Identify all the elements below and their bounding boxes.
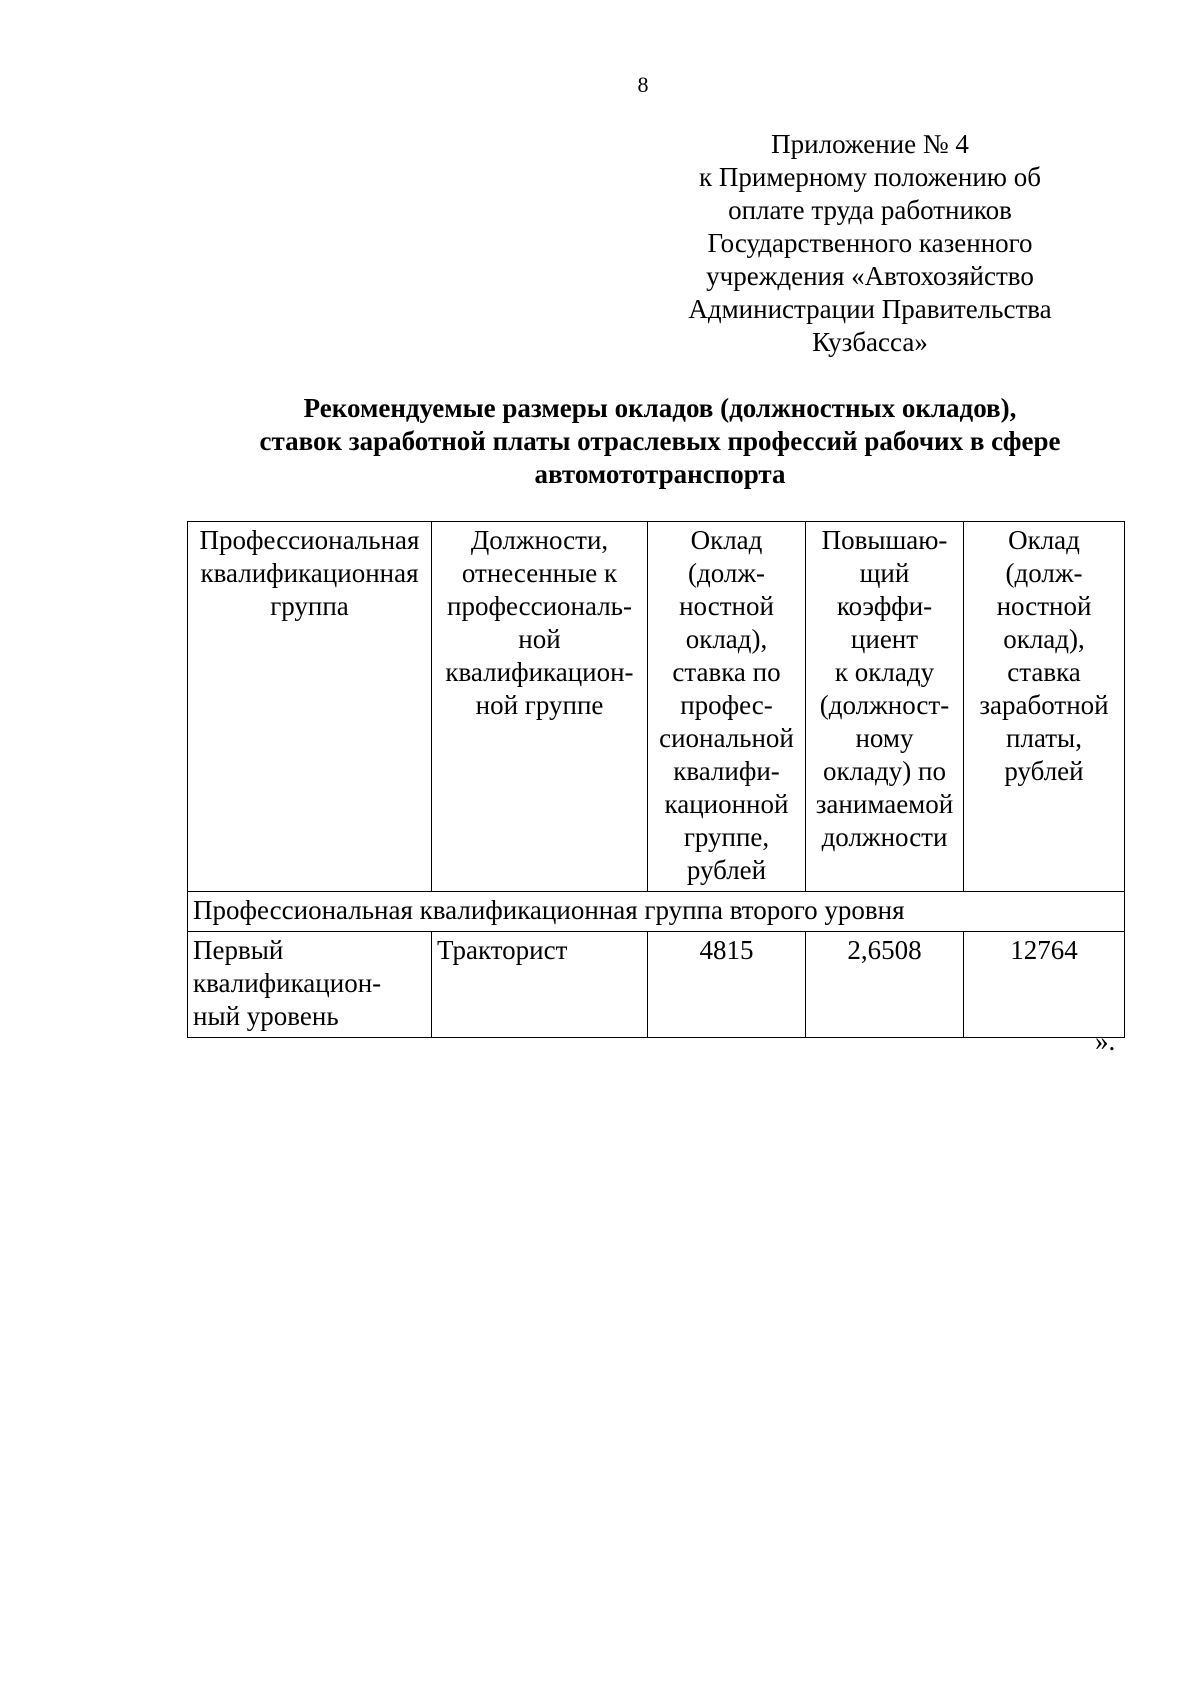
page-number: 8 [637, 72, 649, 97]
header-line: занимаемой [815, 789, 954, 819]
header-line: оклад), [1003, 624, 1085, 654]
header-line: к окладу [834, 657, 935, 687]
group-row-label: Профессиональная квалификационная группа второго уровня [188, 892, 1125, 932]
header-line: ностной [679, 591, 774, 621]
header-line: ной группе [475, 690, 604, 720]
header-line: щий [859, 558, 910, 588]
cell-qualification-level [188, 932, 432, 1038]
header-line: окладу) по [822, 756, 946, 786]
header-line: оклад), [685, 624, 768, 654]
cell-group-salary: 4815 [648, 932, 806, 1038]
header-line: Оклад [690, 525, 763, 555]
header-coefficient [806, 522, 964, 892]
header-line: ностной [996, 591, 1092, 621]
table-row [188, 932, 1125, 1038]
header-line: должности [821, 822, 948, 852]
header-line: Профессиональная [199, 525, 420, 555]
header-line: ставка по [672, 657, 781, 687]
header-professional-group [188, 522, 432, 892]
cell-line: ный уровень [193, 1001, 339, 1031]
appendix-line: Кузбасса» [812, 327, 928, 357]
header-line: рублей [686, 855, 767, 885]
title-line: автомототранспорта [534, 459, 786, 489]
document-title [170, 392, 1150, 491]
title-line: Рекомендуемые размеры окладов (должностных окладов), [303, 393, 1017, 423]
appendix-line: оплате труда работников [728, 195, 1012, 225]
header-positions [432, 522, 648, 892]
header-line: рублей [1004, 756, 1084, 786]
header-line: Оклад [1008, 525, 1080, 555]
header-salary [964, 522, 1125, 892]
title-line: ставок заработной платы отраслевых профессий рабочих в сфере [259, 426, 1061, 456]
appendix-reference [660, 128, 1080, 359]
appendix-line: Приложение № 4 [771, 129, 969, 159]
appendix-line: Государственного казенного [707, 228, 1033, 258]
header-line: отнесенные к [461, 558, 618, 588]
header-line: коэффи- [836, 591, 933, 621]
header-group-salary [648, 522, 806, 892]
header-line: квалификацион- [445, 657, 634, 687]
appendix-line: к Примерному положению об [699, 162, 1041, 192]
appendix-line: Администрации Правительства [688, 294, 1052, 324]
header-line: ставка [1007, 657, 1081, 687]
header-line: группа [270, 591, 349, 621]
cell-line: Первый [193, 935, 284, 965]
header-line: циент [850, 624, 919, 654]
header-line: квалификационная [200, 558, 419, 588]
header-line: квалифи- [673, 756, 780, 786]
header-line: сиональной [659, 723, 794, 753]
header-line: платы, [1006, 723, 1082, 753]
header-line: кационной [664, 789, 789, 819]
header-line: ной [518, 624, 561, 654]
header-line: Повышаю- [821, 525, 948, 555]
appendix-line: учреждения «Автохозяйство [706, 261, 1034, 291]
salary-table [187, 521, 1125, 1038]
header-line: группе, [683, 822, 770, 852]
cell-coefficient: 2,6508 [806, 932, 964, 1038]
header-line: (долж- [1005, 558, 1083, 588]
header-line: ному [855, 723, 914, 753]
header-line: Должности, [470, 525, 609, 555]
closing-quote-mark: ». [1095, 1026, 1116, 1056]
header-line: (должност- [819, 690, 950, 720]
table-header-row [188, 522, 1125, 892]
cell-line: квалификацион- [193, 968, 382, 998]
cell-salary: 12764 [964, 932, 1125, 1038]
header-line: профес- [680, 690, 773, 720]
cell-position: Тракторист [432, 932, 648, 1038]
header-line: профессиональ- [447, 591, 632, 621]
header-line: заработной [979, 690, 1109, 720]
table-group-row [188, 892, 1125, 932]
header-line: (долж- [688, 558, 765, 588]
